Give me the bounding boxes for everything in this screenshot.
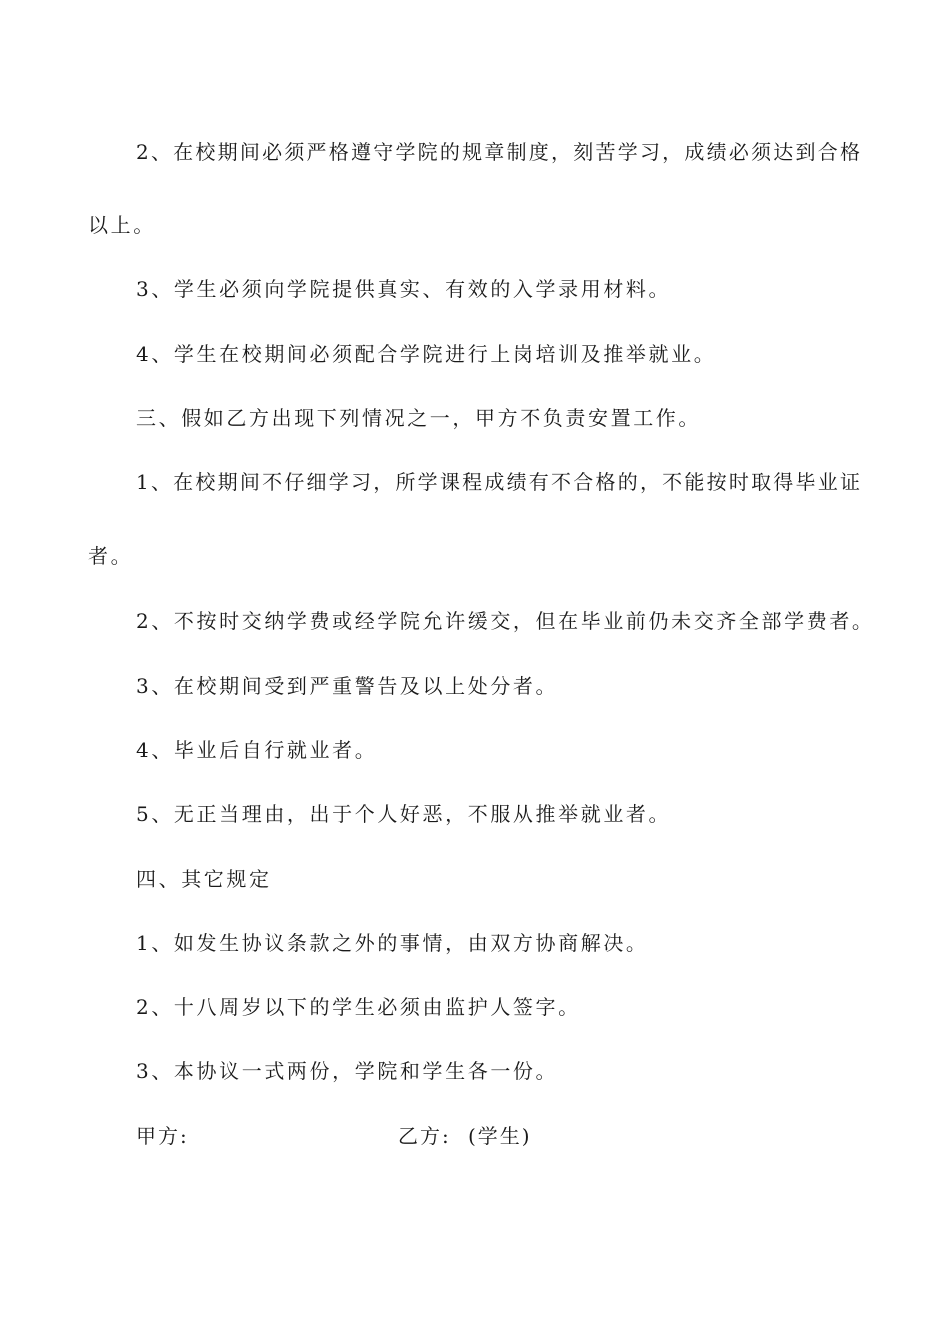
party-b-label: 乙方: <box>398 1124 451 1148</box>
party-a-label: 甲方: <box>136 1124 189 1148</box>
paragraph-case-1: 1、在校期间不仔细学习，所学课程成绩有不合格的，不能按时取得毕业证 <box>136 470 860 494</box>
section-heading-4: 四、其它规定 <box>136 867 272 891</box>
paragraph-other-1: 1、如发生协议条款之外的事情，由双方协商解决。 <box>136 931 649 955</box>
paragraph-other-3: 3、本协议一式两份，学院和学生各一份。 <box>136 1059 559 1083</box>
paragraph-other-2: 2、十八周岁以下的学生必须由监护人签字。 <box>136 995 581 1019</box>
paragraph-case-2: 2、不按时交纳学费或经学院允许缓交，但在毕业前仍未交齐全部学费者。 <box>136 609 875 633</box>
paragraph-case-5: 5、无正当理由，出于个人好恶，不服从推举就业者。 <box>136 802 672 826</box>
paragraph-case-4: 4、毕业后自行就业者。 <box>136 738 378 762</box>
paragraph-rule-2-continued: 以上。 <box>88 213 156 237</box>
paragraph-case-3: 3、在校期间受到严重警告及以上处分者。 <box>136 674 559 698</box>
paragraph-rule-2: 2、在校期间必须严格遵守学院的规章制度，刻苦学习，成绩必须达到合格 <box>136 140 860 164</box>
party-b-note: (学生) <box>468 1124 532 1148</box>
paragraph-case-1-continued: 者。 <box>88 544 134 568</box>
section-heading-3: 三、假如乙方出现下列情况之一，甲方不负责安置工作。 <box>136 406 701 430</box>
paragraph-rule-4: 4、学生在校期间必须配合学院进行上岗培训及推举就业。 <box>136 342 717 366</box>
paragraph-rule-3: 3、学生必须向学院提供真实、有效的入学录用材料。 <box>136 277 672 301</box>
